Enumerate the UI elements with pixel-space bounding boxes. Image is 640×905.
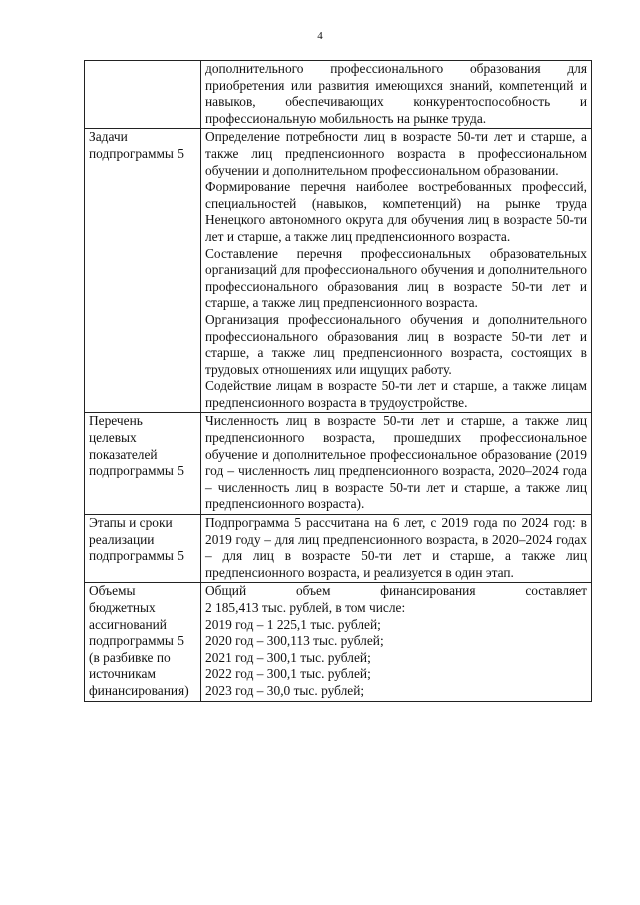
label-line: Задачи — [89, 129, 128, 145]
row-content-tasks — [201, 129, 592, 413]
table-row — [85, 583, 592, 701]
label-line: Этапы и сроки — [89, 515, 173, 531]
table-row — [85, 515, 592, 583]
task-paragraph: Содействие лицам в возрасте 50-ти лет и старше, а также лицам предпенсионного возраста в трудоустройстве. — [205, 378, 587, 410]
financing-year-line: 2021 год – 300,1 тыс. рублей; — [205, 649, 371, 665]
financing-intro: Общий объем финансирования составляет — [205, 583, 587, 599]
table-row — [85, 413, 592, 515]
label-line: (в разбивке по — [89, 649, 171, 665]
label-line: источникам — [89, 666, 156, 682]
table-row — [85, 129, 592, 413]
financing-year-line: 2019 год – 1 225,1 тыс. рублей; — [205, 616, 381, 632]
subprogram-passport-table — [84, 60, 592, 702]
task-paragraph: Формирование перечня наиболее востребованных профессий, специальностей (навыков, компетенций) на рынке труда Ненецкого автономного округа для обучения лиц в возрасте 50-ти лет и старше, а также лиц предпенсионного возраста. — [205, 179, 587, 244]
row-content-indicators — [201, 413, 592, 515]
task-paragraph: Составление перечня профессиональных образовательных организаций для профессионального обучения и дополнительного профессионального образования лиц в возрасте 50-ти лет и старше, а также лиц предпенсионного возраста. — [205, 245, 587, 311]
row-label-indicators — [85, 413, 201, 515]
table-row — [85, 61, 592, 129]
row-label-empty — [85, 61, 201, 129]
label-line: подпрограммы 5 — [89, 145, 184, 161]
financing-total: 2 185,413 тыс. рублей, в том числе: — [205, 600, 406, 615]
financing-year-line: 2023 год – 30,0 тыс. рублей; — [205, 682, 365, 698]
stages-paragraph: Подпрограмма 5 рассчитана на 6 лет, с 2019 года по 2024 год: в 2019 году – для лиц предпенсионного возраста, в 2020–2024 годах – для лиц в возрасте 50-ти лет и старше, а также лиц предпенсионного возраста, и реализуется в один этап. — [205, 515, 587, 580]
financing-year-line: 2020 год – 300,113 тыс. рублей; — [205, 633, 384, 649]
label-line: финансирования) — [89, 682, 189, 698]
label-line: показателей — [89, 446, 158, 462]
row-content-financing — [201, 583, 592, 701]
row-label-stages — [85, 515, 201, 583]
label-line: бюджетных — [89, 600, 156, 615]
label-line: подпрограммы 5 — [89, 548, 184, 564]
label-line: реализации — [89, 531, 155, 547]
label-line: ассигнований — [89, 616, 167, 632]
label-line: целевых — [89, 430, 137, 446]
row-label-financing — [85, 583, 201, 701]
indicator-paragraph: Численность лиц в возрасте 50-ти лет и старше, а также лиц предпенсионного возраста, прошедших профессиональное обучение и дополнительное профессиональное образование (2019 год – численность лиц предпенсионного возраста, 2020–2024 года – численность лиц в возрасте 50-ти лет и старше, а также лиц предпенсионного возраста). — [205, 413, 587, 512]
paragraph: дополнительного профессионального образования для приобретения или развития имеющихся знаний, компетенций и навыков, обеспечивающих конкурентоспособность и профессиональную мобильность на рынке труда. — [205, 61, 587, 126]
label-line: подпрограммы 5 — [89, 463, 184, 479]
label-line: Объемы — [89, 583, 136, 599]
label-line: Перечень — [89, 413, 143, 429]
page-number: 4 — [317, 30, 323, 42]
row-content-stages — [201, 515, 592, 583]
label-line: подпрограммы 5 — [89, 633, 184, 649]
financing-year-line: 2022 год – 300,1 тыс. рублей; — [205, 666, 371, 682]
task-paragraph: Определение потребности лиц в возрасте 50-ти лет и старше, а также лиц предпенсионного возраста в профессиональном обучении и дополнительном профессиональном образовании. — [205, 129, 587, 178]
task-paragraph: Организация профессионального обучения и дополнительного профессионального образования лиц в возрасте 50-ти лет и старше, а также лиц предпенсионного возраста, состоящих в трудовых отношениях или ищущих работу. — [205, 311, 587, 377]
row-label-tasks — [85, 129, 201, 413]
row-content-goal-continuation — [201, 61, 592, 129]
